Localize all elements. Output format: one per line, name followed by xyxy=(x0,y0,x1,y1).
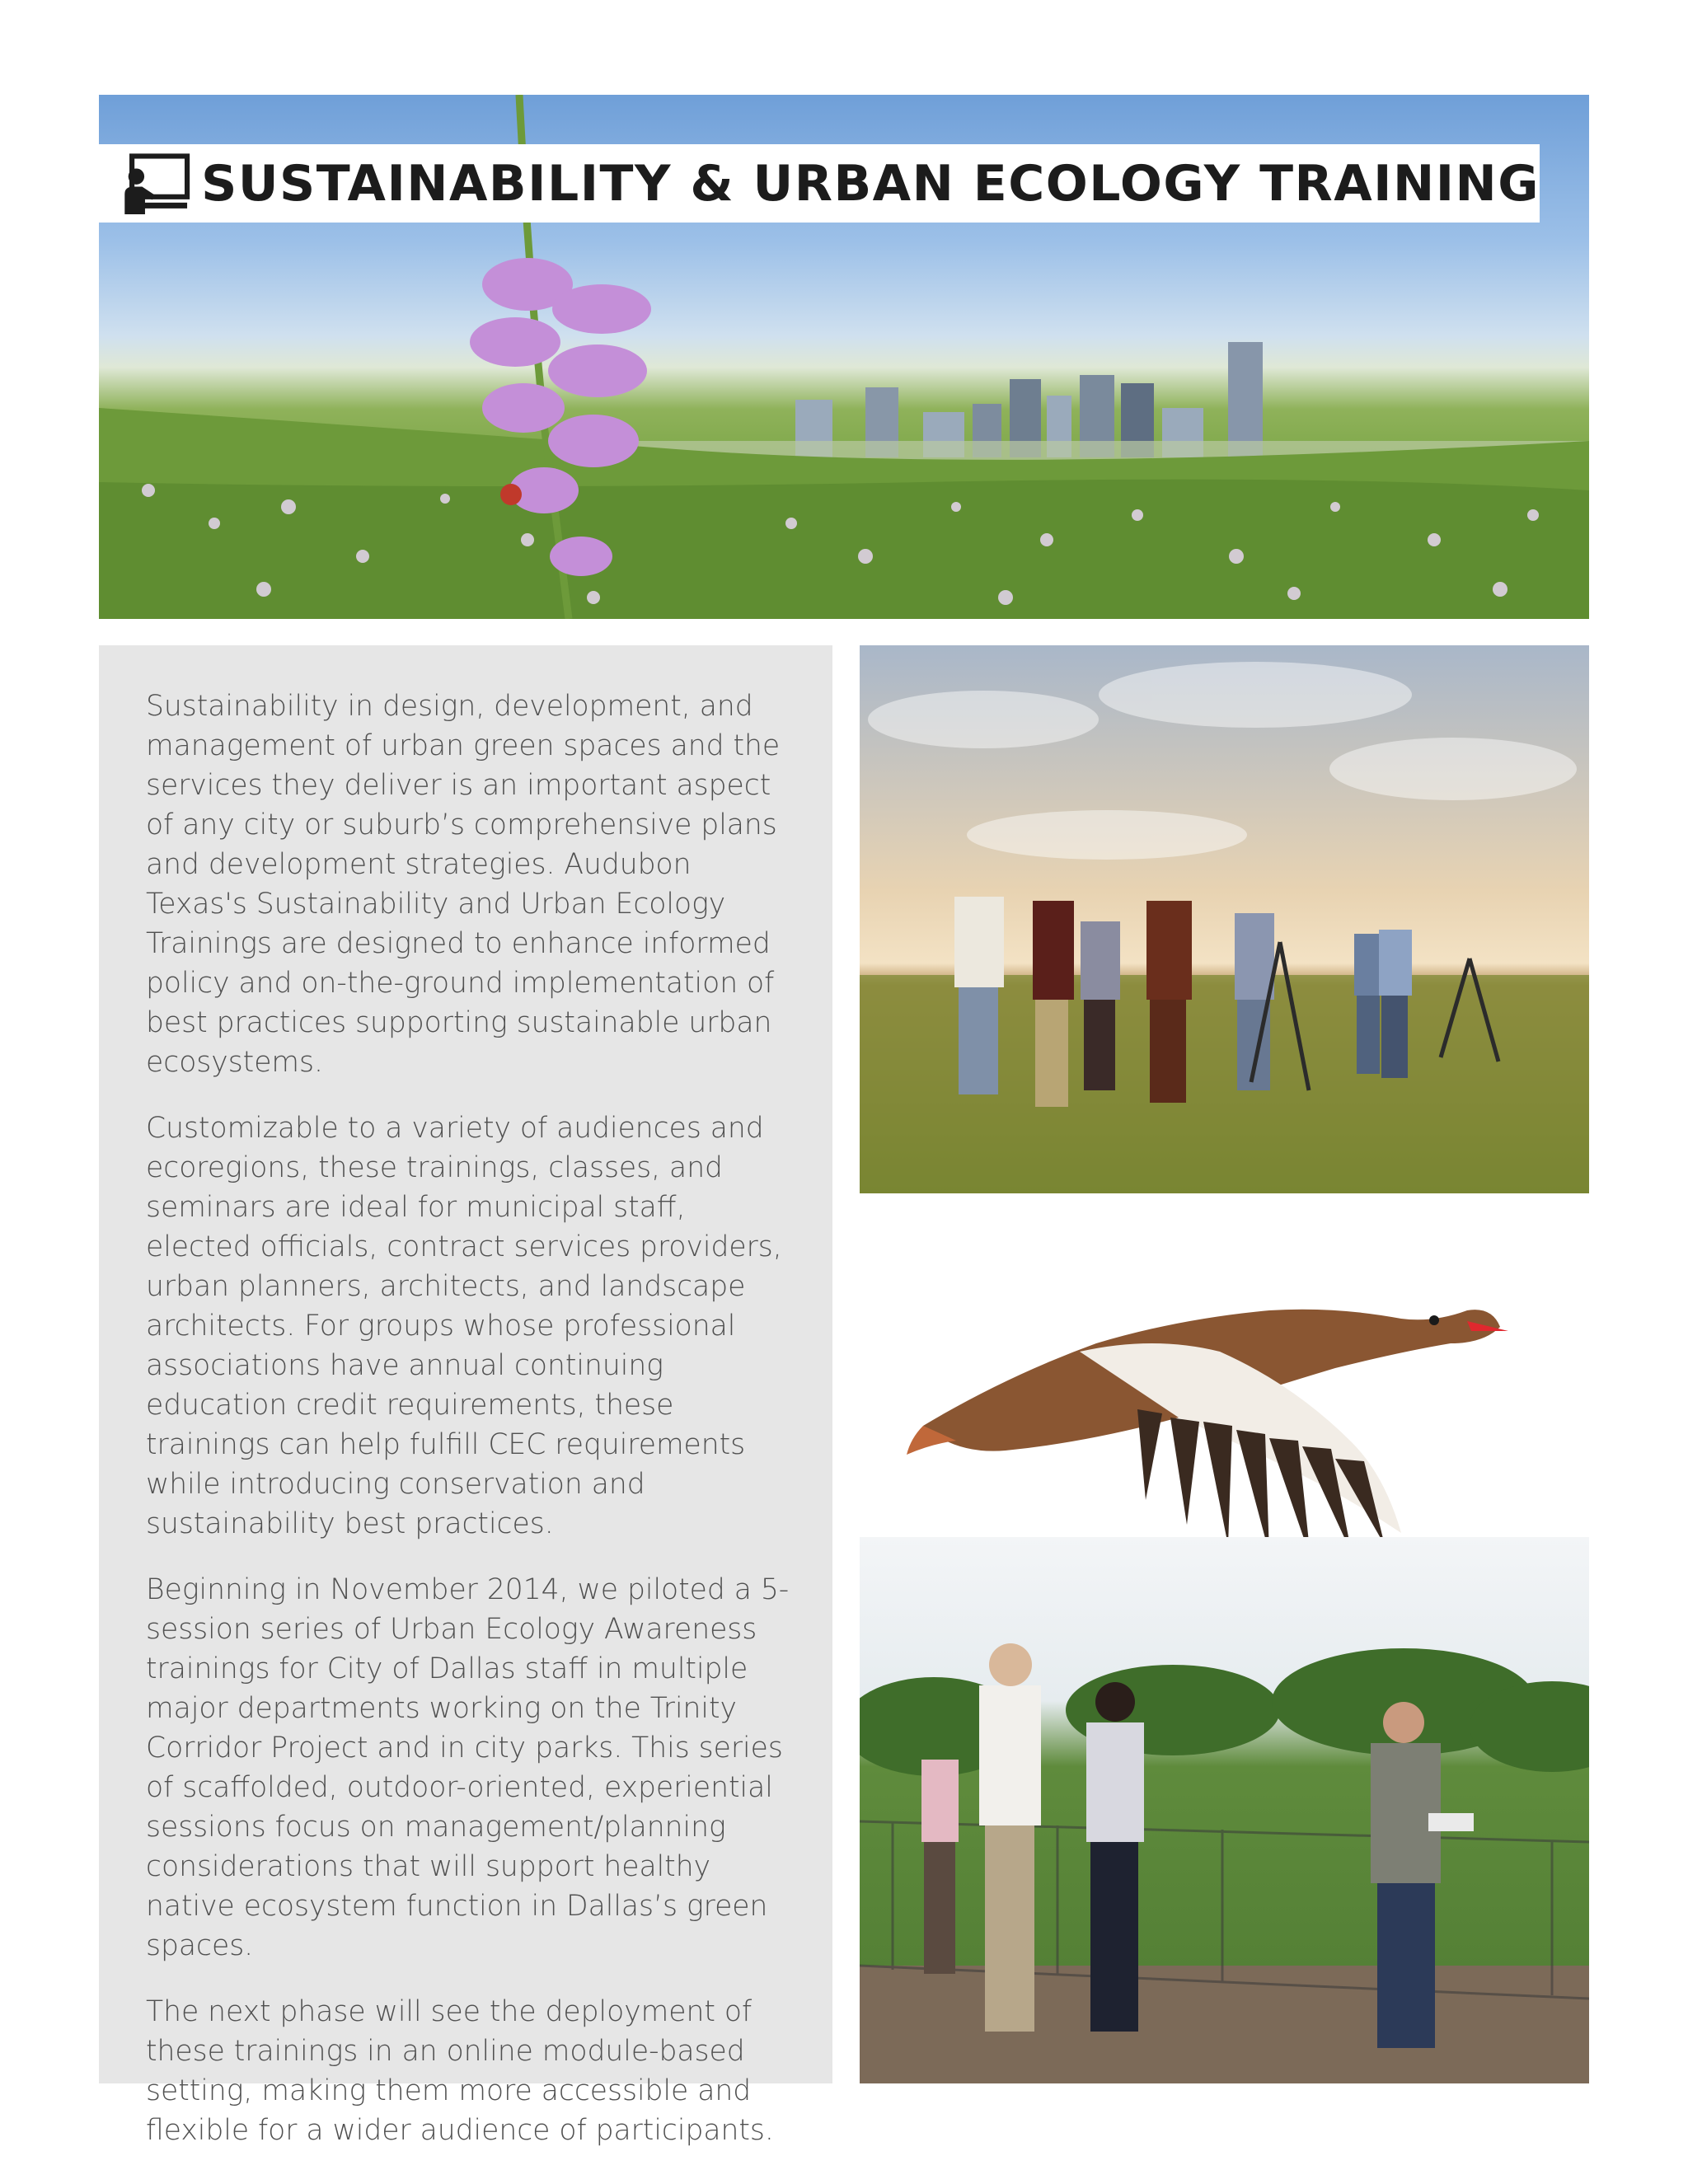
body-text-panel xyxy=(99,645,832,2147)
paragraph-next-phase: The next phase will see the deployment of these trainings in an online module-based setting, making them more accessible and flexible for a wider audience of participants. xyxy=(146,1995,774,2147)
page-title: SUSTAINABILITY & URBAN ECOLOGY TRAINING xyxy=(201,154,1540,213)
city-skyline xyxy=(795,342,1263,457)
whistling-duck xyxy=(907,1310,1508,1558)
title-bar xyxy=(99,144,1540,223)
birders-field-photo xyxy=(860,645,1589,1193)
flying-duck-photo xyxy=(907,1228,1533,1574)
paragraph-audiences: Customizable to a variety of audiences and ecoregions, these trainings, classes, and seminars are ideal for municipal staff, elected officials, contract services providers, urban planners, architects, and landscape architects. For groups whose professional associations have annual continuing education credit requirements, these trainings can help fulfill CEC requirements while introducing conservation and sustainability best practices. xyxy=(146,1112,782,1540)
paragraph-intro: Sustainability in design, development, and management of urban green spaces and the services they deliver is an important aspect of any city or suburb’s comprehensive plans and development strategies. Audubon Texas's Sustainability and Urban Ecology Trainings are designed to enhance informed policy and on-the-ground implementation of best practices supporting sustainable urban ecosystems. xyxy=(146,690,781,1079)
paragraph-dallas-pilot: Beginning in November 2014, we piloted a 5-session series of Urban Ecology Awareness trainings for City of Dallas staff in multiple major departments working on the Trinity Corridor Project and in city parks. This series of scaffolded, outdoor-oriented, experiential sessions focus on management/planning considerations that will support healthy native ecosystem function in Dallas’s green spaces. xyxy=(146,1573,790,1962)
park-overlook-photo xyxy=(860,1537,1589,2083)
ladybug-icon xyxy=(500,484,522,505)
presenter-board-icon xyxy=(120,144,193,223)
